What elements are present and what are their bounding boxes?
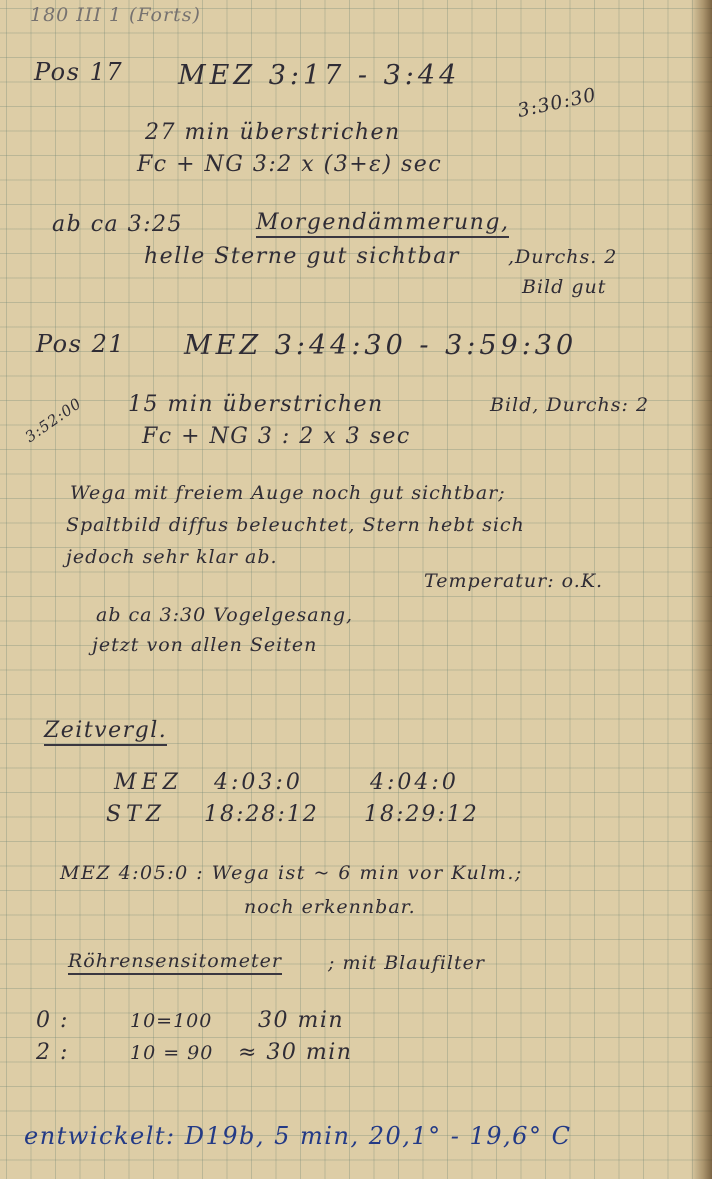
wega-line-2: noch erkennbar. xyxy=(244,896,416,918)
developed-note: entwickelt: D19b, 5 min, 20,1° - 19,6° C xyxy=(24,1122,572,1150)
sensitometer-title: Röhrensensitometer xyxy=(68,950,282,975)
pos17-line2: Fc + NG 3:2 x (3+ε) sec xyxy=(137,152,443,177)
stars-visible: helle Sterne gut sichtbar xyxy=(144,244,460,269)
pos17-label: Pos 17 xyxy=(34,58,124,86)
sensitometer-row2-a: 2 : xyxy=(36,1040,69,1065)
zeitvergl-mez-1: 4:03:0 xyxy=(214,770,303,795)
zeitvergl-stz-2: 18:29:12 xyxy=(364,802,479,827)
birds-line-2: jetzt von allen Seiten xyxy=(92,634,318,656)
pos17-mez: MEZ 3:17 - 3:44 xyxy=(178,60,461,91)
zeitvergl-stz-1: 18:28:12 xyxy=(204,802,319,827)
zeitvergl-mez-label: MEZ xyxy=(114,770,183,795)
note-line-3: jedoch sehr klar ab. xyxy=(66,546,278,568)
note-line-1: Wega mit freiem Auge noch gut sichtbar; xyxy=(70,482,506,504)
sensitometer-suffix: ; mit Blaufilter xyxy=(328,952,485,974)
birds-line-1: ab ca 3:30 Vogelgesang, xyxy=(96,604,354,626)
pos21-margin-time: 3:52:00 xyxy=(21,394,86,446)
pos17-durchs: ,Durchs. 2 xyxy=(508,246,618,268)
page-header: 180 III 1 (Forts) xyxy=(30,4,201,26)
wega-line-1: MEZ 4:05:0 : Wega ist ~ 6 min vor Kulm.; xyxy=(60,862,523,884)
twilight-word: Morgendämmerung, xyxy=(256,210,509,238)
pos21-line2: Fc + NG 3 : 2 x 3 sec xyxy=(142,424,411,449)
notebook-spine xyxy=(690,0,712,1179)
pos17-line1: 27 min überstrichen xyxy=(145,120,401,145)
note-line-2: Spaltbild diffus beleuchtet, Stern hebt sich xyxy=(66,514,525,536)
sensitometer-row1-b: 10=100 xyxy=(130,1010,213,1032)
pos21-bild: Bild, Durchs: 2 xyxy=(490,394,650,416)
zeitvergl-stz-label: STZ xyxy=(106,802,167,827)
pos17-bild: Bild gut xyxy=(522,276,607,298)
pos21-line1: 15 min überstrichen xyxy=(128,392,384,417)
pos21-label: Pos 21 xyxy=(36,330,126,358)
pos21-mez: MEZ 3:44:30 - 3:59:30 xyxy=(184,330,578,361)
temperature-note: Temperatur: o.K. xyxy=(424,570,604,592)
pos17-margin-time: 3:30:30 xyxy=(515,83,599,122)
sensitometer-row1-a: 0 : xyxy=(36,1008,69,1033)
zeitvergl-mez-2: 4:04:0 xyxy=(370,770,459,795)
zeitvergl-title: Zeitvergl. xyxy=(44,718,167,746)
twilight-prefix: ab ca 3:25 xyxy=(52,212,184,237)
sensitometer-row2-c: ≈ 30 min xyxy=(238,1040,353,1065)
sensitometer-row1-c: 30 min xyxy=(258,1008,345,1033)
sensitometer-row2-b: 10 = 90 xyxy=(130,1042,214,1064)
